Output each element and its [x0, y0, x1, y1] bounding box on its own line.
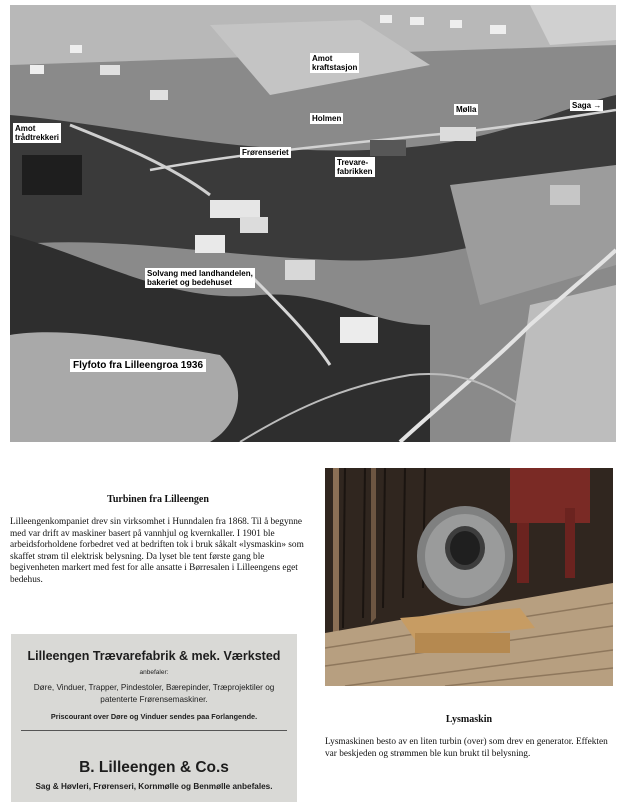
- ad-divider: [21, 730, 287, 731]
- turbin-section-body: Lilleengenkompaniet drev sin virksomhet i Hunndalen fra 1868. Til å begynne med var drift av maskiner basert på vannhjul og kvernkaller. I 1901 ble arbeidsforholdene forbedret ved at bedriften tok i bruk såkalt «lysmaskin» som skaffet strøm til elektrisk belysning. Da lyset ble tent første gang ble begivenheten markert med fest for alle ansatte i Børresalen i Lilleengens eget bedehus.: [10, 517, 304, 585]
- advertisement: [11, 634, 297, 802]
- lysmaskin-section-title: Lysmaskin: [445, 714, 493, 725]
- label-molla: Mølla: [456, 105, 477, 114]
- ad-anbefaler: anbefaler:: [139, 669, 169, 676]
- ad-company: B. Lilleengen & Co.s: [79, 759, 229, 776]
- ad-products: Døre, Vinduer, Trapper, Pindestoler, Bærepinder, Træprojektiler og patenterte Frørensemaskiner.: [33, 683, 275, 704]
- ad-title: Lilleengen Trævarefabrik & mek. Værksted: [27, 649, 281, 663]
- aerial-photo: [10, 5, 616, 442]
- label-amot-tradtrekkeri: Amot trådtrekkeri: [15, 124, 60, 142]
- label-holmen: Holmen: [312, 114, 342, 123]
- label-frorenseriet: Frørenseriet: [242, 148, 289, 157]
- label-trevarefabrikken: Trevare- fabrikken: [337, 158, 373, 176]
- lysmaskin-photo: [325, 468, 613, 686]
- label-amot-kraftstasjon: Amot kraftstasjon: [312, 54, 358, 72]
- aerial-photo-caption: Flyfoto fra Lilleengroa 1936: [70, 359, 206, 372]
- lysmaskin-photo-drawing: [325, 468, 613, 686]
- turbin-section-title: Turbinen fra Lilleengen: [107, 494, 209, 505]
- label-saga: Saga →: [572, 101, 602, 110]
- ad-priscourant: Priscourant over Døre og Vinduer sendes paa Forlangende.: [50, 712, 258, 721]
- ad-services: Sag & Høvleri, Frørenseri, Kornmølle og Benmølle anbefales.: [35, 782, 273, 791]
- lysmaskin-section-body: Lysmaskinen besto av en liten turbin (over) som drev en generator. Effekten var beskjeden og strømmen ble kun brukt til belysning.: [325, 737, 608, 759]
- label-solvang: Solvang med landhandelen, bakeriet og bedehuset: [147, 269, 253, 287]
